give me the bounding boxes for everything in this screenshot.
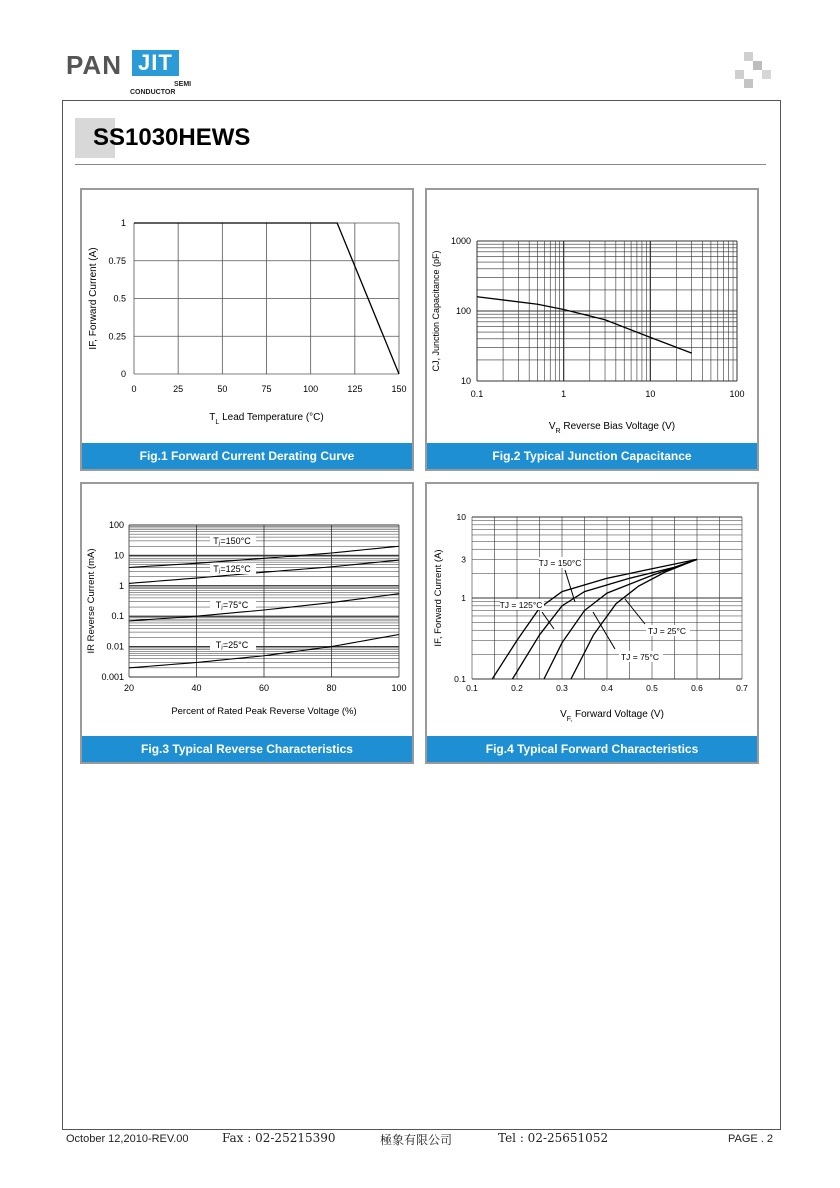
logo-brand-main: PAN xyxy=(66,50,122,80)
fig4-curve-label: TJ = 25°C xyxy=(647,626,687,636)
corner-decoration-icon xyxy=(730,52,774,92)
fig4-ytick-label: 10 xyxy=(456,512,466,522)
fig3-xtick-label: 60 xyxy=(258,683,270,693)
fig4-y-axis-label: IF, Forward Current (A) xyxy=(433,549,444,647)
logo-brand-accent: JIT xyxy=(132,50,179,76)
fig1-ytick-label: 0.5 xyxy=(113,293,126,304)
fig3-y-axis-label: IR Reverse Current (mA) xyxy=(86,548,97,654)
fig4-ytick-label: 1 xyxy=(461,593,466,603)
fig3-ytick-label: 0.01 xyxy=(106,641,124,652)
fig4-curve-label: TJ = 125°C xyxy=(499,600,543,610)
footer-fax: Fax : 02-25215390 xyxy=(222,1131,336,1145)
fig3-chart xyxy=(82,484,412,736)
fig3-curve-label: Tⱼ=150°C xyxy=(213,536,251,546)
fig4-label-arrow xyxy=(565,570,575,602)
fig1-xtick-label: 75 xyxy=(261,384,272,394)
footer-tel: Tel : 02-25651052 xyxy=(498,1131,609,1145)
fig2-capacitance-line xyxy=(477,297,692,353)
fig2-xtick-label: 0.1 xyxy=(470,389,484,399)
fig1-caption: Fig.1 Forward Current Derating Curve xyxy=(82,443,412,469)
fig3-curve-label: Tⱼ=25°C xyxy=(215,640,249,650)
fig3-ytick-label: 0.001 xyxy=(101,672,124,682)
fig3-caption: Fig.3 Typical Reverse Characteristics xyxy=(82,736,412,762)
fig4-chart xyxy=(427,484,757,736)
fig2-caption: Fig.2 Typical Junction Capacitance xyxy=(427,443,757,469)
fig4-xtick-label: 0.1 xyxy=(466,683,478,693)
fig2-y-axis-label: CJ, Junction Capacitance (pF) xyxy=(431,250,441,372)
fig2-ytick-label: 10 xyxy=(460,376,471,386)
fig2-ytick-label: 100 xyxy=(455,306,471,316)
figure-panel-2 xyxy=(425,188,759,471)
fig4-label-arrow xyxy=(542,612,554,629)
fig1-y-axis-label: IF, Forward Current (A) xyxy=(88,247,99,350)
fig1-x-axis-label: $T_L$ Lead Temperature (°C) xyxy=(209,412,324,426)
fig1-chart xyxy=(82,190,412,443)
fig4-curve-label: TJ = 75°C xyxy=(620,652,660,662)
fig3-x-axis-label: Percent of Rated Peak Reverse Voltage (%) xyxy=(171,706,357,717)
fig4-label-arrow xyxy=(625,599,645,624)
fig3-xtick-label: 20 xyxy=(123,683,135,693)
fig4-curve-label: TJ = 150°C xyxy=(538,558,582,568)
fig3-ytick-label: 10 xyxy=(113,550,124,561)
fig4-xtick-label: 0.2 xyxy=(511,683,523,693)
fig4-xtick-label: 0.7 xyxy=(736,683,748,693)
fig4-xtick-label: 0.3 xyxy=(556,683,568,693)
fig3-xtick-label: 40 xyxy=(191,683,202,693)
fig4-xtick-label: 0.6 xyxy=(691,683,703,693)
fig4-xtick-label: 0.4 xyxy=(601,683,613,693)
fig2-xtick-label: 10 xyxy=(645,389,656,399)
fig3-ytick-label: 100 xyxy=(108,520,124,530)
fig4-ytick-label: 3 xyxy=(461,554,466,565)
footer-date: October 12,2010-REV.00 xyxy=(66,1133,189,1145)
logo-conductor-text: CONDUCTOR xyxy=(130,89,176,96)
fig3-ytick-label: 0.1 xyxy=(111,611,124,622)
fig1-ytick-label: 0.75 xyxy=(108,255,126,266)
fig1-xtick-label: 125 xyxy=(347,384,363,394)
fig3-xtick-label: 100 xyxy=(391,683,407,693)
figure-panel-3 xyxy=(80,482,414,764)
fig4-caption: Fig.4 Typical Forward Characteristics xyxy=(427,736,757,762)
fig2-chart xyxy=(427,190,757,443)
fig1-xtick-label: 100 xyxy=(303,384,319,394)
fig3-curve-label: Tⱼ=75°C xyxy=(215,600,249,610)
fig1-ytick-label: 0.25 xyxy=(108,331,126,342)
fig1-xtick-label: 25 xyxy=(173,384,184,394)
fig2-x-axis-label: $V_R$ Reverse Bias Voltage (V) xyxy=(548,421,676,435)
fig1-ytick-label: 0 xyxy=(120,369,126,379)
fig4-x-axis-label: $V_{F,}$ Forward Voltage (V) xyxy=(560,709,664,723)
fig1-xtick-label: 150 xyxy=(391,384,407,394)
fig4-xtick-label: 0.5 xyxy=(646,683,658,693)
fig1-xtick-label: 50 xyxy=(217,384,228,394)
figure-panel-4 xyxy=(425,482,759,764)
title-divider xyxy=(75,164,766,165)
fig2-xtick-label: 1 xyxy=(561,389,567,399)
fig3-curve-label: Tⱼ=125°C xyxy=(213,564,251,574)
fig1-xtick-label: 0 xyxy=(131,384,137,394)
panjit-logo xyxy=(66,50,196,95)
logo-semi-text: SEMI xyxy=(174,81,192,88)
fig2-ytick-label: 1000 xyxy=(450,236,471,246)
footer-company: 極象有限公司 xyxy=(380,1133,453,1147)
fig4-ytick-label: 0.1 xyxy=(454,674,466,684)
figure-panel-1 xyxy=(80,188,414,471)
footer-page-number: PAGE . 2 xyxy=(728,1133,774,1145)
fig2-xtick-label: 100 xyxy=(729,389,745,399)
fig3-ytick-label: 1 xyxy=(118,580,124,591)
fig1-ytick-label: 1 xyxy=(120,218,126,228)
page-title: SS1030HEWS xyxy=(93,124,251,151)
fig3-xtick-label: 80 xyxy=(326,683,337,693)
